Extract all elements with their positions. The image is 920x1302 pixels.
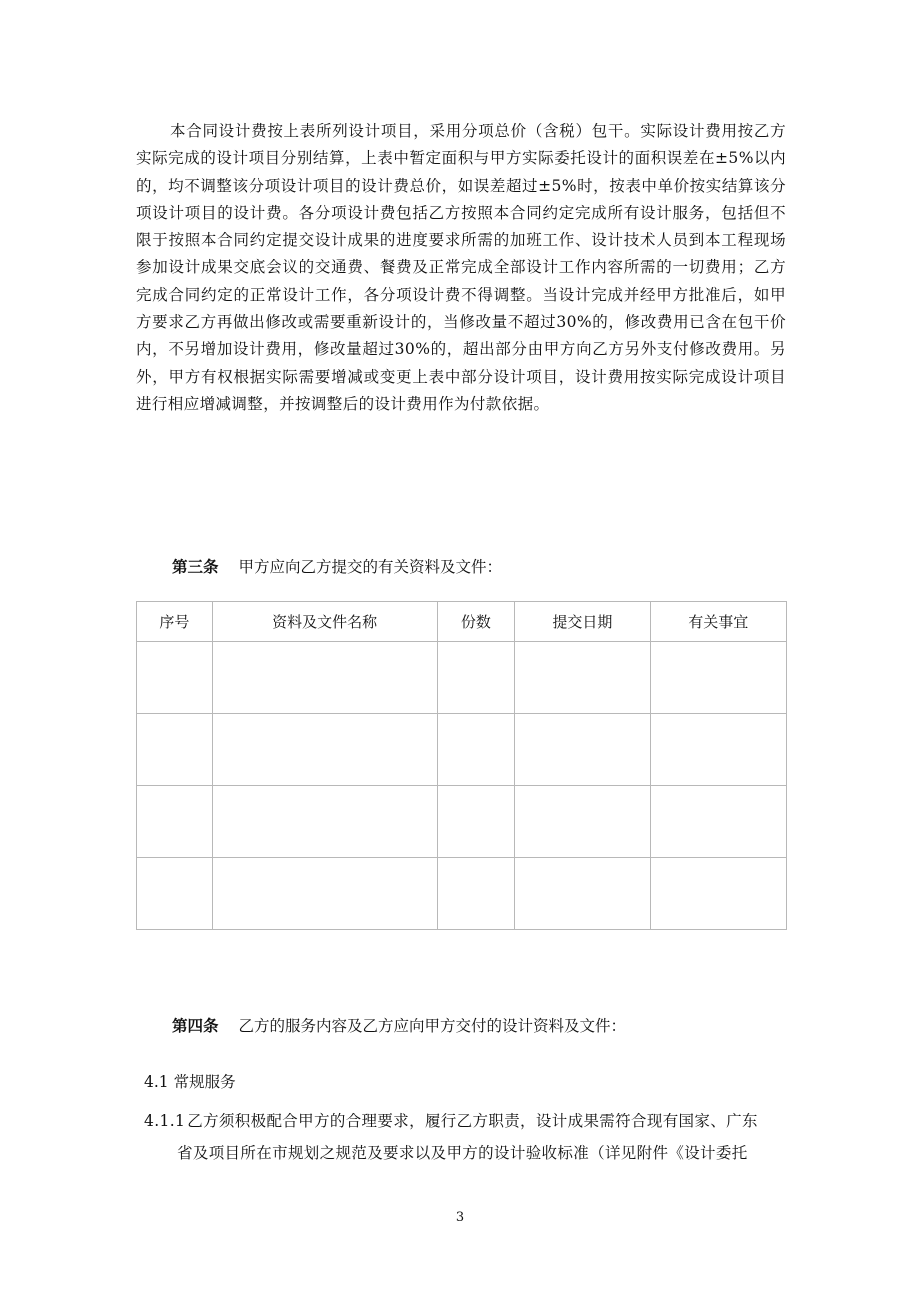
table-cell [437, 786, 515, 858]
section-4-1-title: 常规服务 [173, 1073, 236, 1091]
table-cell [212, 714, 437, 786]
submission-table [136, 601, 787, 930]
table-cell [137, 786, 213, 858]
table-row [137, 786, 787, 858]
table-cell [137, 642, 213, 714]
table-cell [515, 642, 650, 714]
item-4-1-1-line-1 [144, 1105, 786, 1137]
header-document-name: 资料及文件名称 [212, 602, 437, 642]
section-4-1-heading [144, 1072, 236, 1092]
table-cell [650, 858, 786, 930]
table-header-row [137, 602, 787, 642]
table-cell [137, 714, 213, 786]
table-cell [212, 786, 437, 858]
article-3-label: 第三条 [172, 557, 219, 576]
header-copies: 份数 [437, 602, 515, 642]
item-4-1-1-line-2: 省及项目所在市规划之规范及要求以及甲方的设计验收标准（详见附件《设计委托 [177, 1144, 748, 1162]
table-cell [437, 642, 515, 714]
table-cell [650, 714, 786, 786]
table-row [137, 714, 787, 786]
table-cell [437, 858, 515, 930]
article-3-text: 甲方应向乙方提交的有关资料及文件： [238, 558, 503, 576]
table-row [137, 858, 787, 930]
table-cell [212, 858, 437, 930]
table-cell [515, 786, 650, 858]
table-cell [437, 714, 515, 786]
table-cell [515, 714, 650, 786]
fee-paragraph: 本合同设计费按上表所列设计项目，采用分项总价（含税）包干。实际设计费用按乙方实际完成的设计项目分别结算，上表中暂定面积与甲方实际委托设计的面积误差在±5%以内的，均不调整该分项设计项目的设计费总价，如误差超过±5%时，按表中单价按实结算该分项设计项目的设计费。各分项设计费包括乙方按照本合同约定完成所有设计服务，包括但不限于按照本合同约定提交设计成果的进度要求所需的加班工作、设计技术人员到本工程现场参加设计成果交底会议的交通费、餐费及正常完成全部设计工作内容所需的一切费用；乙方完成合同约定的正常设计工作，各分项设计费不得调整。当设计完成并经甲方批准后，如甲方要求乙方再做出修改或需要重新设计的，当修改量不超过30%的，修改费用已含在包干价内，不另增加设计费用，修改量超过30%的，超出部分由甲方向乙方另外支付修改费用。另外，甲方有权根据实际需要增减或变更上表中部分设计项目，设计费用按实际完成设计项目进行相应增减调整，并按调整后的设计费用作为付款依据。 [136, 122, 786, 413]
section-4-1-number: 4.1 [144, 1073, 169, 1091]
article-3-heading [172, 557, 502, 577]
table-row [137, 642, 787, 714]
article-4-text: 乙方的服务内容及乙方应向甲方交付的设计资料及文件： [238, 1017, 627, 1035]
table-cell [650, 642, 786, 714]
item-4-1-1-number: 4.1.1 [144, 1112, 186, 1130]
article-4-heading [172, 1016, 626, 1036]
table-cell [650, 786, 786, 858]
table-cell [212, 642, 437, 714]
item-4-1-1-text-1: 乙方须积极配合甲方的合理要求，履行乙方职责，设计成果需符合现有国家、广东 [187, 1112, 758, 1130]
table-cell [137, 858, 213, 930]
header-remarks: 有关事宜 [650, 602, 786, 642]
item-4-1-1 [144, 1105, 786, 1169]
table-cell [515, 858, 650, 930]
header-submit-date: 提交日期 [515, 602, 650, 642]
page-number: 3 [455, 1210, 465, 1225]
header-serial: 序号 [137, 602, 213, 642]
article-4-label: 第四条 [172, 1016, 219, 1035]
